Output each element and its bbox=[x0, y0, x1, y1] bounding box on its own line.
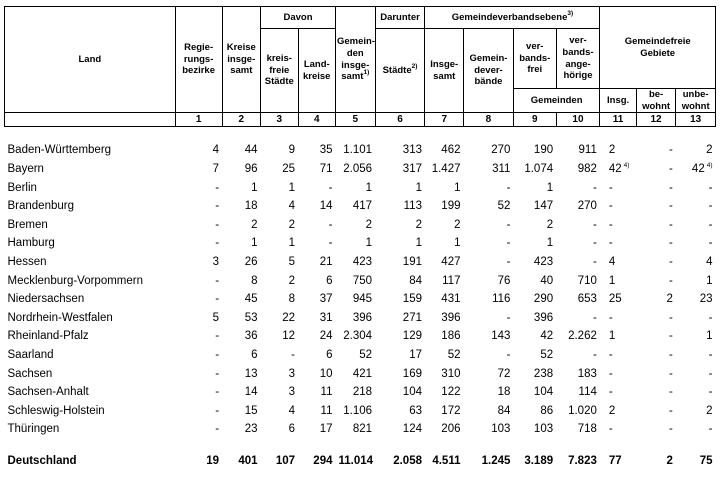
column-number: 10 bbox=[556, 113, 600, 127]
header-gf-insg: Insg. bbox=[600, 89, 636, 113]
header-davon: Davon bbox=[261, 7, 336, 29]
value-cell: 396 bbox=[533, 311, 554, 324]
value-cell: 1 bbox=[454, 181, 461, 194]
value-cell: 84 bbox=[409, 274, 422, 287]
value-cell: - bbox=[708, 311, 713, 324]
value-cell: - bbox=[593, 181, 597, 194]
value-cell: - bbox=[669, 144, 673, 157]
value-cell: 2 bbox=[608, 404, 616, 417]
value-cell: 76 bbox=[497, 274, 511, 287]
value-cell: 23 bbox=[699, 293, 713, 306]
column-number: 3 bbox=[261, 113, 298, 127]
value-cell: 18 bbox=[244, 200, 258, 213]
value-cell: 2.056 bbox=[343, 163, 373, 176]
value-cell: 10 bbox=[319, 367, 333, 380]
value-cell: - bbox=[506, 256, 511, 269]
header-gemeindefreie-gebiete: Gemeindefreie Gebiete bbox=[600, 7, 716, 89]
value-cell: - bbox=[669, 274, 673, 287]
value-cell: 4 bbox=[706, 256, 713, 269]
column-number: 13 bbox=[676, 113, 716, 127]
land-name: Schleswig-Holstein bbox=[7, 404, 105, 417]
value-cell: 159 bbox=[402, 293, 422, 306]
value-cell: 114 bbox=[578, 386, 597, 399]
land-name: Berlin bbox=[7, 181, 37, 194]
value-cell: 11.014 bbox=[338, 454, 374, 467]
value-cell: 206 bbox=[441, 423, 461, 436]
column-number: 5 bbox=[335, 113, 375, 127]
header-gf-bewohnt: be- wohnt bbox=[636, 89, 676, 113]
header-gv-insgesamt: Insge- samt bbox=[425, 29, 464, 113]
value-cell: 1 bbox=[454, 237, 461, 250]
value-cell: 1.074 bbox=[524, 163, 554, 176]
header-gemeinden-insgesamt: Gemein- den insge- samt$^{1)}$ bbox=[335, 7, 375, 113]
value-cell: - bbox=[669, 423, 673, 436]
value-cell: - bbox=[215, 181, 220, 194]
header-kreisfreie-staedte: kreis- freie Städte bbox=[261, 29, 298, 113]
value-cell: 25 bbox=[282, 163, 295, 176]
table-row bbox=[5, 141, 716, 160]
table-row bbox=[5, 234, 716, 253]
value-cell: - bbox=[328, 237, 333, 250]
value-cell: - bbox=[506, 218, 511, 231]
value-cell: 26 bbox=[244, 256, 258, 269]
value-cell: 75 bbox=[699, 454, 713, 467]
value-cell: 238 bbox=[533, 367, 554, 380]
table-body bbox=[5, 127, 716, 471]
value-cell: - bbox=[215, 330, 220, 343]
value-cell: - bbox=[669, 181, 673, 194]
value-cell: 218 bbox=[352, 386, 373, 399]
value-cell: 945 bbox=[352, 293, 373, 306]
header-landkreise: Land- kreise bbox=[298, 29, 335, 113]
value-cell: 23 bbox=[244, 423, 258, 436]
value-cell: - bbox=[328, 181, 333, 194]
land-name: Hessen bbox=[7, 256, 47, 269]
value-cell: - bbox=[608, 237, 613, 250]
value-cell: - bbox=[669, 237, 673, 250]
value-cell: 84 bbox=[497, 404, 511, 417]
table-row bbox=[5, 290, 716, 309]
value-cell: 431 bbox=[441, 293, 461, 306]
value-cell: 17 bbox=[409, 348, 422, 361]
value-cell: 172 bbox=[441, 404, 461, 417]
value-cell: 129 bbox=[402, 330, 422, 343]
value-cell: - bbox=[669, 218, 673, 231]
value-cell: - bbox=[708, 386, 713, 399]
value-cell: 12 bbox=[282, 330, 295, 343]
value-cell: 7.823 bbox=[568, 454, 597, 467]
value-cell: 1 bbox=[251, 181, 258, 194]
value-cell: 2 bbox=[666, 454, 673, 467]
value-cell: 7 bbox=[212, 163, 220, 176]
table-row bbox=[5, 271, 716, 290]
footnote-marker: 4) bbox=[706, 162, 713, 170]
land-name: Saarland bbox=[7, 348, 54, 361]
value-cell: - bbox=[608, 200, 613, 213]
value-cell: - bbox=[669, 330, 673, 343]
value-cell: 6 bbox=[288, 423, 295, 436]
value-cell: 417 bbox=[352, 200, 373, 213]
value-cell: 3.189 bbox=[524, 454, 554, 467]
value-cell: 24 bbox=[319, 330, 333, 343]
value-cell: 96 bbox=[244, 163, 258, 176]
value-cell: - bbox=[506, 311, 511, 324]
value-cell: 77 bbox=[608, 454, 622, 467]
value-cell: 1 bbox=[608, 330, 616, 343]
value-cell: 710 bbox=[577, 274, 597, 287]
value-cell: 2 bbox=[546, 218, 554, 231]
value-cell: - bbox=[328, 218, 333, 231]
value-cell: 53 bbox=[244, 311, 258, 324]
value-cell: - bbox=[669, 200, 673, 213]
value-cell: 423 bbox=[533, 256, 554, 269]
land-name: Deutschland bbox=[7, 454, 77, 467]
value-cell: - bbox=[593, 311, 597, 324]
value-cell: - bbox=[708, 423, 713, 436]
value-cell: 6 bbox=[326, 274, 333, 287]
value-cell: - bbox=[215, 237, 220, 250]
value-cell: - bbox=[669, 348, 673, 361]
value-cell: 52 bbox=[447, 348, 461, 361]
value-cell: 11 bbox=[320, 386, 333, 399]
value-cell: 8 bbox=[288, 293, 295, 306]
value-cell: - bbox=[506, 181, 511, 194]
value-cell: - bbox=[669, 367, 673, 380]
value-cell: - bbox=[669, 163, 673, 176]
value-cell: 19 bbox=[206, 454, 220, 467]
value-cell: 3 bbox=[288, 367, 295, 380]
value-cell: - bbox=[593, 256, 597, 269]
value-cell: 311 bbox=[492, 163, 511, 176]
value-cell: 718 bbox=[577, 423, 597, 436]
value-cell: 1.427 bbox=[431, 163, 461, 176]
value-cell: 2 bbox=[608, 144, 616, 157]
column-number: 1 bbox=[175, 113, 222, 127]
value-cell: 21 bbox=[319, 256, 333, 269]
administrative-divisions-table bbox=[4, 6, 716, 471]
value-cell: 37 bbox=[319, 293, 333, 306]
value-cell: 86 bbox=[540, 404, 554, 417]
column-number: 7 bbox=[425, 113, 464, 127]
value-cell: 1.101 bbox=[343, 144, 373, 157]
value-cell: - bbox=[215, 200, 220, 213]
table-header bbox=[5, 7, 716, 127]
value-cell: - bbox=[608, 218, 613, 231]
value-cell: 982 bbox=[577, 163, 597, 176]
header-gemeindeverbaende: Gemein- dever- bände bbox=[463, 29, 513, 113]
table-row bbox=[5, 346, 716, 365]
value-cell: 8 bbox=[251, 274, 258, 287]
header-regierungsbezirke: Regie- rungs- bezirke bbox=[175, 7, 222, 113]
value-cell: 911 bbox=[578, 144, 597, 157]
header-verbandsfrei: ver- bands- frei bbox=[513, 29, 556, 89]
value-cell: 183 bbox=[577, 367, 597, 380]
value-cell: 9 bbox=[288, 144, 295, 157]
value-cell: 423 bbox=[352, 256, 373, 269]
value-cell: 4 bbox=[288, 404, 295, 417]
land-name: Hamburg bbox=[7, 237, 55, 250]
value-cell: - bbox=[506, 348, 511, 361]
value-cell: 2 bbox=[365, 218, 373, 231]
value-cell: - bbox=[708, 237, 713, 250]
value-cell: 270 bbox=[577, 200, 597, 213]
land-name: Bremen bbox=[7, 218, 48, 231]
value-cell: 462 bbox=[441, 144, 461, 157]
value-cell: 5 bbox=[212, 311, 220, 324]
value-cell: 401 bbox=[238, 454, 258, 467]
value-cell: 104 bbox=[533, 386, 554, 399]
value-cell: 6 bbox=[251, 348, 258, 361]
value-cell: 42 $^{4)}$ bbox=[608, 162, 630, 176]
value-cell: 36 bbox=[244, 330, 258, 343]
table-row bbox=[5, 216, 716, 235]
value-cell: 52 bbox=[359, 348, 373, 361]
value-cell: 42 $^{4)}$ bbox=[691, 162, 713, 176]
value-cell: 6 bbox=[326, 348, 333, 361]
value-cell: 22 bbox=[282, 311, 295, 324]
value-cell: 2 bbox=[666, 293, 673, 306]
column-number: 12 bbox=[636, 113, 676, 127]
land-name: Sachsen-Anhalt bbox=[7, 386, 89, 399]
value-cell: 13 bbox=[244, 367, 258, 380]
value-cell: - bbox=[215, 218, 220, 231]
value-cell: 169 bbox=[402, 367, 422, 380]
table-row bbox=[5, 253, 716, 272]
value-cell: 3 bbox=[288, 386, 295, 399]
value-cell: 653 bbox=[577, 293, 597, 306]
value-cell: 1 bbox=[288, 237, 295, 250]
value-cell: - bbox=[215, 386, 220, 399]
table-row bbox=[5, 383, 716, 402]
value-cell: 313 bbox=[402, 144, 422, 157]
value-cell: - bbox=[708, 348, 713, 361]
value-cell: 122 bbox=[441, 386, 461, 399]
value-cell: 821 bbox=[352, 423, 373, 436]
value-cell: 270 bbox=[491, 144, 511, 157]
value-cell: 104 bbox=[402, 386, 422, 399]
column-number: 4 bbox=[298, 113, 335, 127]
value-cell: 15 bbox=[244, 404, 258, 417]
value-cell: 1 bbox=[706, 330, 713, 343]
header-kreise-insgesamt: Kreise insge- samt bbox=[222, 7, 261, 113]
value-cell: - bbox=[593, 348, 597, 361]
value-cell: - bbox=[608, 348, 613, 361]
value-cell: 186 bbox=[441, 330, 461, 343]
header-gemeinden: Gemeinden bbox=[513, 89, 599, 113]
value-cell: 4 bbox=[212, 144, 220, 157]
value-cell: - bbox=[608, 386, 613, 399]
column-number-land bbox=[5, 113, 176, 127]
column-number: 8 bbox=[463, 113, 513, 127]
value-cell: 1 bbox=[608, 274, 616, 287]
value-cell: 14 bbox=[244, 386, 258, 399]
value-cell: 190 bbox=[533, 144, 554, 157]
land-name: Brandenburg bbox=[7, 200, 74, 213]
value-cell: 107 bbox=[275, 454, 295, 467]
value-cell: 143 bbox=[491, 330, 511, 343]
land-name: Nordrhein-Westfalen bbox=[7, 311, 113, 324]
value-cell: 191 bbox=[402, 256, 422, 269]
value-cell: 1 bbox=[706, 274, 713, 287]
table-row bbox=[5, 364, 716, 383]
value-cell: 116 bbox=[492, 293, 511, 306]
value-cell: 2 bbox=[454, 218, 461, 231]
table-row bbox=[5, 178, 716, 197]
table-row bbox=[5, 420, 716, 439]
land-name: Bayern bbox=[7, 163, 44, 176]
table-row bbox=[5, 309, 716, 328]
value-cell: 2.262 bbox=[568, 330, 597, 343]
value-cell: - bbox=[708, 200, 713, 213]
value-cell: 2 bbox=[288, 218, 295, 231]
value-cell: 421 bbox=[352, 367, 373, 380]
land-name: Sachsen bbox=[7, 367, 53, 380]
value-cell: - bbox=[708, 181, 713, 194]
header-gf-unbewohnt: unbe- wohnt bbox=[676, 89, 716, 113]
value-cell: 310 bbox=[441, 367, 461, 380]
value-cell: 290 bbox=[533, 293, 554, 306]
value-cell: 1 bbox=[415, 237, 422, 250]
land-name: Niedersachsen bbox=[7, 293, 85, 306]
value-cell: 71 bbox=[319, 163, 333, 176]
value-cell: 14 bbox=[319, 200, 333, 213]
value-cell: 1 bbox=[288, 181, 295, 194]
value-cell: 4 bbox=[608, 256, 616, 269]
value-cell: 1 bbox=[251, 237, 258, 250]
value-cell: 117 bbox=[442, 274, 461, 287]
value-cell: 5 bbox=[288, 256, 295, 269]
value-cell: 42 bbox=[540, 330, 554, 343]
land-name: Rheinland-Pfalz bbox=[7, 330, 89, 343]
land-name: Thüringen bbox=[7, 423, 60, 436]
header-darunter: Darunter bbox=[375, 7, 425, 29]
value-cell: 18 bbox=[497, 386, 511, 399]
value-cell: - bbox=[215, 293, 220, 306]
value-cell: 40 bbox=[540, 274, 554, 287]
value-cell: 199 bbox=[441, 200, 461, 213]
value-cell: 44 bbox=[244, 144, 258, 157]
value-cell: 1 bbox=[546, 237, 554, 250]
footnote-marker: 4) bbox=[623, 162, 630, 170]
value-cell: 1 bbox=[415, 181, 422, 194]
value-cell: - bbox=[215, 423, 220, 436]
value-cell: 1.245 bbox=[481, 454, 511, 467]
value-cell: 4.511 bbox=[432, 454, 461, 467]
value-cell: 72 bbox=[497, 367, 511, 380]
value-cell: - bbox=[608, 181, 613, 194]
table-row bbox=[5, 401, 716, 420]
value-cell: 124 bbox=[402, 423, 422, 436]
value-cell: 2 bbox=[415, 218, 422, 231]
header-staedte: Städte$^{2)}$ bbox=[375, 29, 425, 113]
value-cell: - bbox=[506, 237, 511, 250]
land-name: Baden-Württemberg bbox=[7, 144, 112, 157]
value-cell: 1.106 bbox=[343, 404, 373, 417]
column-number: 9 bbox=[513, 113, 556, 127]
value-cell: 2.304 bbox=[343, 330, 373, 343]
value-cell: 147 bbox=[533, 200, 554, 213]
total-row bbox=[5, 451, 716, 471]
value-cell: 2 bbox=[706, 144, 713, 157]
value-cell: - bbox=[215, 404, 220, 417]
value-cell: 103 bbox=[491, 423, 511, 436]
value-cell: 25 bbox=[608, 293, 622, 306]
value-cell: 11 bbox=[320, 404, 333, 417]
land-name: Mecklenburg-Vorpommern bbox=[7, 274, 144, 287]
value-cell: 1 bbox=[546, 181, 554, 194]
value-cell: 35 bbox=[319, 144, 333, 157]
value-cell: 103 bbox=[533, 423, 554, 436]
value-cell: - bbox=[608, 367, 613, 380]
value-cell: 427 bbox=[441, 256, 461, 269]
header-gemeindeverbandsebene: Gemeindeverbandsebene$^{3)}$ bbox=[425, 7, 600, 29]
header-land: Land bbox=[5, 7, 176, 113]
value-cell: 31 bbox=[319, 311, 333, 324]
value-cell: - bbox=[608, 311, 613, 324]
table-row bbox=[5, 327, 716, 346]
value-cell: - bbox=[593, 218, 597, 231]
value-cell: 63 bbox=[409, 404, 422, 417]
value-cell: 396 bbox=[352, 311, 373, 324]
table-row bbox=[5, 197, 716, 216]
value-cell: 2 bbox=[288, 274, 295, 287]
value-cell: - bbox=[669, 311, 673, 324]
value-cell: 1.020 bbox=[568, 404, 597, 417]
value-cell: - bbox=[669, 404, 673, 417]
value-cell: 52 bbox=[540, 348, 554, 361]
table-row bbox=[5, 160, 716, 179]
value-cell: 4 bbox=[288, 200, 295, 213]
value-cell: - bbox=[708, 218, 713, 231]
value-cell: 271 bbox=[402, 311, 422, 324]
value-cell: - bbox=[215, 367, 220, 380]
value-cell: 52 bbox=[497, 200, 511, 213]
value-cell: 294 bbox=[313, 454, 333, 467]
value-cell: 2 bbox=[251, 218, 258, 231]
value-cell: 750 bbox=[352, 274, 373, 287]
value-cell: - bbox=[708, 367, 713, 380]
value-cell: - bbox=[669, 256, 673, 269]
value-cell: 113 bbox=[403, 200, 422, 213]
value-cell: 317 bbox=[402, 163, 422, 176]
value-cell: 17 bbox=[319, 423, 333, 436]
value-cell: 1 bbox=[365, 237, 373, 250]
value-cell: 2 bbox=[706, 404, 713, 417]
value-cell: 396 bbox=[441, 311, 461, 324]
value-cell: 2.058 bbox=[393, 454, 422, 467]
value-cell: - bbox=[215, 348, 220, 361]
value-cell: 3 bbox=[212, 256, 220, 269]
value-cell: - bbox=[608, 423, 613, 436]
column-number: 6 bbox=[375, 113, 425, 127]
value-cell: 45 bbox=[244, 293, 258, 306]
column-number: 2 bbox=[222, 113, 261, 127]
value-cell: - bbox=[593, 237, 597, 250]
value-cell: - bbox=[669, 386, 673, 399]
value-cell: - bbox=[215, 274, 220, 287]
value-cell: - bbox=[291, 348, 295, 361]
value-cell: 1 bbox=[365, 181, 373, 194]
header-verbandsangehoerige: ver- bands- ange- hörige bbox=[556, 29, 600, 89]
column-number: 11 bbox=[600, 113, 636, 127]
